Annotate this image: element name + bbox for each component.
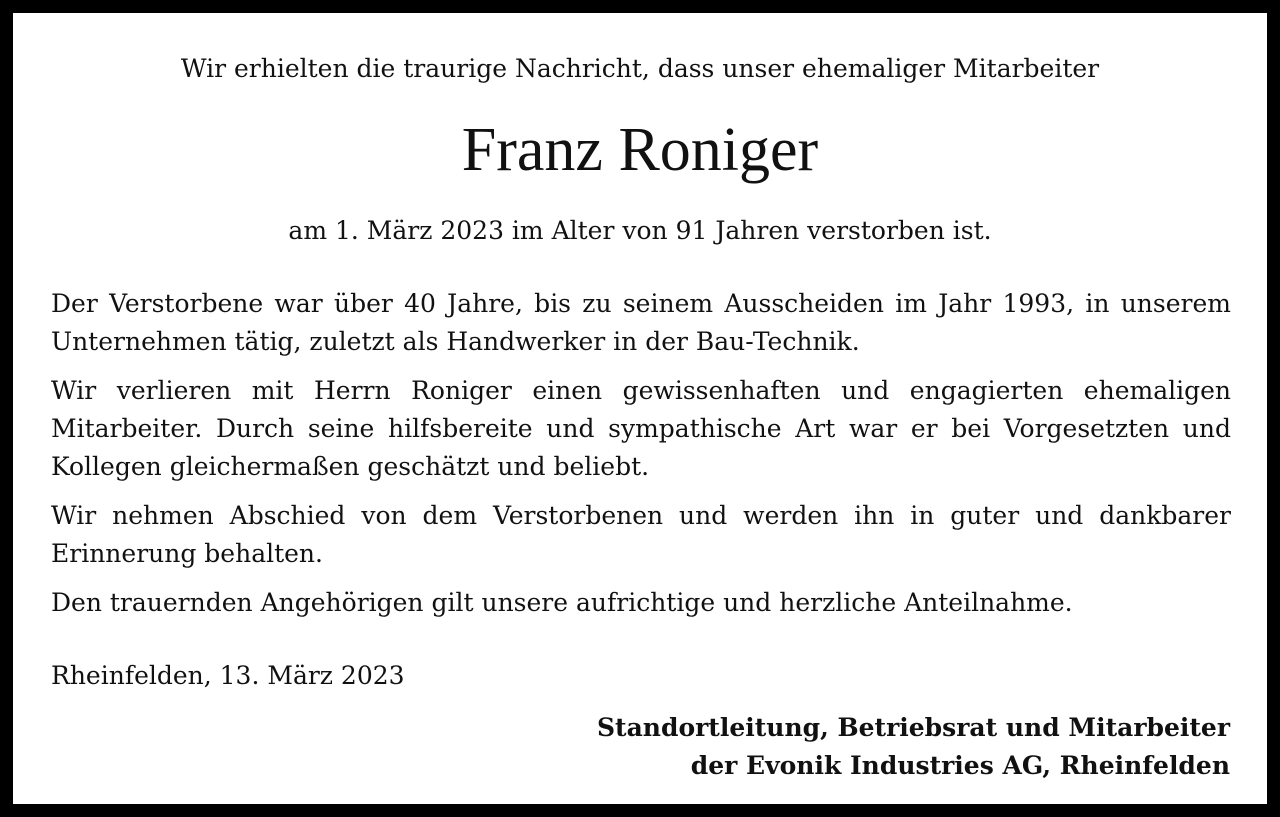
deceased-name: Franz Roniger — [461, 116, 819, 184]
paragraph-career: Der Verstorbene war über 40 Jahre, bis zu seinem Ausscheiden im Jahr 1993, in unserem Unternehmen tätig, zuletzt als Handwerker in der Bau-Technik. — [51, 289, 1231, 356]
signature-line-2: der Evonik Industries AG, Rheinfelden — [690, 751, 1230, 780]
obituary-notice — [13, 13, 1267, 804]
notice-body — [51, 285, 1231, 633]
place-and-date: Rheinfelden, 13. März 2023 — [51, 661, 405, 690]
intro-line: Wir erhielten die traurige Nachricht, dass unser ehemaliger Mitarbeiter — [180, 54, 1100, 83]
signature-block — [597, 709, 1230, 785]
paragraph-condolence: Den trauernden Angehörigen gilt unsere aufrichtige und herzliche Anteilnahme. — [51, 588, 1073, 617]
death-date-line: am 1. März 2023 im Alter von 91 Jahren verstorben ist. — [288, 216, 992, 245]
signature-line-1: Standortleitung, Betriebsrat und Mitarbeiter — [596, 713, 1230, 742]
paragraph-farewell: Wir nehmen Abschied von dem Verstorbenen und werden ihn in guter und dankbarer Erinnerung behalten. — [51, 501, 1231, 568]
paragraph-tribute: Wir verlieren mit Herrn Roniger einen gewissenhaften und engagierten ehemaligen Mitarbeiter. Durch seine hilfsbereite und sympathische Art war er bei Vorgesetzten und Kollegen gleichermaßen geschätzt und beliebt. — [51, 376, 1231, 481]
